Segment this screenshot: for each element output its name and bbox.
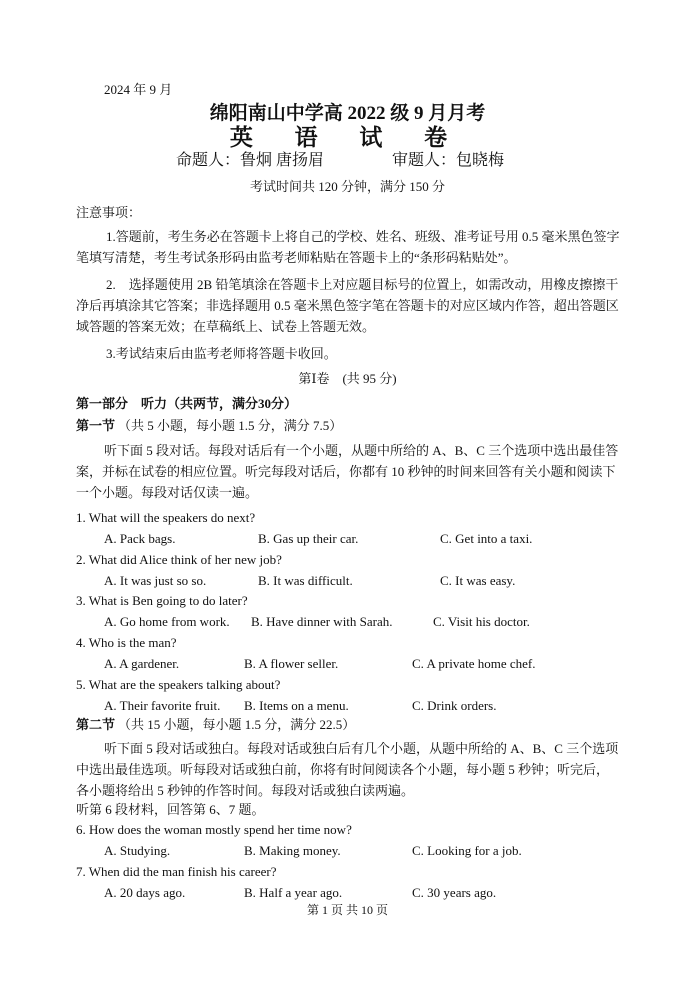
q6-stem: 6. How does the woman mostly spend her time now? — [76, 822, 352, 837]
q5-stem: 5. What are the speakers talking about? — [76, 677, 281, 692]
q4-stem: 4. Who is the man? — [76, 635, 177, 650]
reviewer-line: 审题人：包晓梅 — [392, 152, 505, 169]
q6-option-c: C. Looking for a job. — [412, 843, 522, 858]
q1-option-a: A. Pack bags. — [104, 531, 176, 546]
exam-date: 2024 年 9 月 — [104, 82, 173, 97]
q4-option-c: C. A private home chef. — [412, 656, 536, 671]
exam-title: 绵阳南山中学高 2022 级 9 月月考 — [209, 103, 486, 124]
section1-label: 第一节 — [76, 418, 116, 433]
notice-heading: 注意事项： — [76, 205, 142, 220]
q4-option-b: B. A flower seller. — [244, 656, 339, 671]
authors-line: 命题人：鲁炯 唐扬眉 — [176, 152, 325, 169]
material-note: 听第 6 段材料，回答第 6、7 题。 — [76, 802, 265, 817]
q6-option-a: A. Studying. — [104, 843, 171, 858]
q2-option-c: C. It was easy. — [440, 573, 516, 588]
q5-option-b: B. Items on a menu. — [244, 698, 349, 713]
q2-stem: 2. What did Alice think of her new job? — [76, 552, 282, 567]
q7-stem: 7. When did the man finish his career? — [76, 864, 277, 879]
section1-instructions: 听下面 5 段对话。每段对话后有一个小题，从题中所给的 A、B、C 三个选项中选出最佳答案，并标在试卷的相应位置。听完每段对话后，你都有 10 秒钟的时间来回答有关小题和阅读下一个小题。每段对话仅读一遍。 — [76, 443, 619, 500]
notice-item-1: 1.答题前，考生务必在答题卡上将自己的学校、姓名、班级、准考证号用 0.5 毫米黑色签字笔填写清楚，考生考试条形码由监考老师粘贴在答题卡上的“条形码粘贴处”。 — [76, 229, 620, 265]
q2-option-a: A. It was just so so. — [104, 573, 207, 588]
section2-instructions: 听下面 5 段对话或独白。每段对话或独白后有几个小题，从题中所给的 A、B、C 三个选项中选出最佳选项。听每段对话或独白前，你将有时间阅读各个小题，每小题 5 秒钟；听完后，各小题将给出 5 秒钟的作答时间。每段对话或独白读两遍。 — [76, 741, 619, 798]
q6-option-b: B. Making money. — [244, 843, 341, 858]
exam-time-info: 考试时间共 120 分钟，满分 150 分 — [249, 179, 445, 194]
q1-stem: 1. What will the speakers do next? — [76, 510, 256, 525]
q3-option-a: A. Go home from work. — [104, 614, 230, 629]
q5-option-a: A. Their favorite fruit. — [104, 698, 221, 713]
section1-info: （共 5 小题，每小题 1.5 分，满分 7.5） — [118, 418, 343, 433]
q7-option-b: B. Half a year ago. — [244, 885, 343, 900]
q2-option-b: B. It was difficult. — [258, 573, 353, 588]
q3-option-c: C. Visit his doctor. — [433, 614, 530, 629]
volume-heading: 第Ⅰ卷 (共 95 分) — [298, 371, 397, 386]
q3-stem: 3. What is Ben going to do later? — [76, 593, 248, 608]
page-footer: 第 1 页 共 10 页 — [306, 903, 388, 917]
section2-label: 第二节 — [76, 717, 116, 732]
notice-item-3: 3.考试结束后由监考老师将答题卡收回。 — [106, 346, 337, 361]
notice-item-2: 2. 选择题使用 2B 铅笔填涂在答题卡上对应题目标号的位置上，如需改动，用橡皮擦擦干净后再填涂其它答案；非选择题用 0.5 毫米黑色签字笔在答题卡的对应区域内作答，超出答题区域答题的答案无效；在草稿纸上、试卷上答题无效。 — [76, 277, 619, 334]
q1-option-c: C. Get into a taxi. — [440, 531, 533, 546]
q3-option-b: B. Have dinner with Sarah. — [251, 614, 393, 629]
section2-info: （共 15 小题，每小题 1.5 分，满分 22.5） — [118, 717, 356, 732]
part1-heading: 第一部分 听力（共两节，满分30分） — [76, 396, 298, 411]
q7-option-a: A. 20 days ago. — [104, 885, 186, 900]
q7-option-c: C. 30 years ago. — [412, 885, 497, 900]
q1-option-b: B. Gas up their car. — [258, 531, 359, 546]
q4-option-a: A. A gardener. — [104, 656, 180, 671]
q5-option-c: C. Drink orders. — [412, 698, 497, 713]
subject-title: 英 语 试 卷 — [229, 125, 466, 150]
